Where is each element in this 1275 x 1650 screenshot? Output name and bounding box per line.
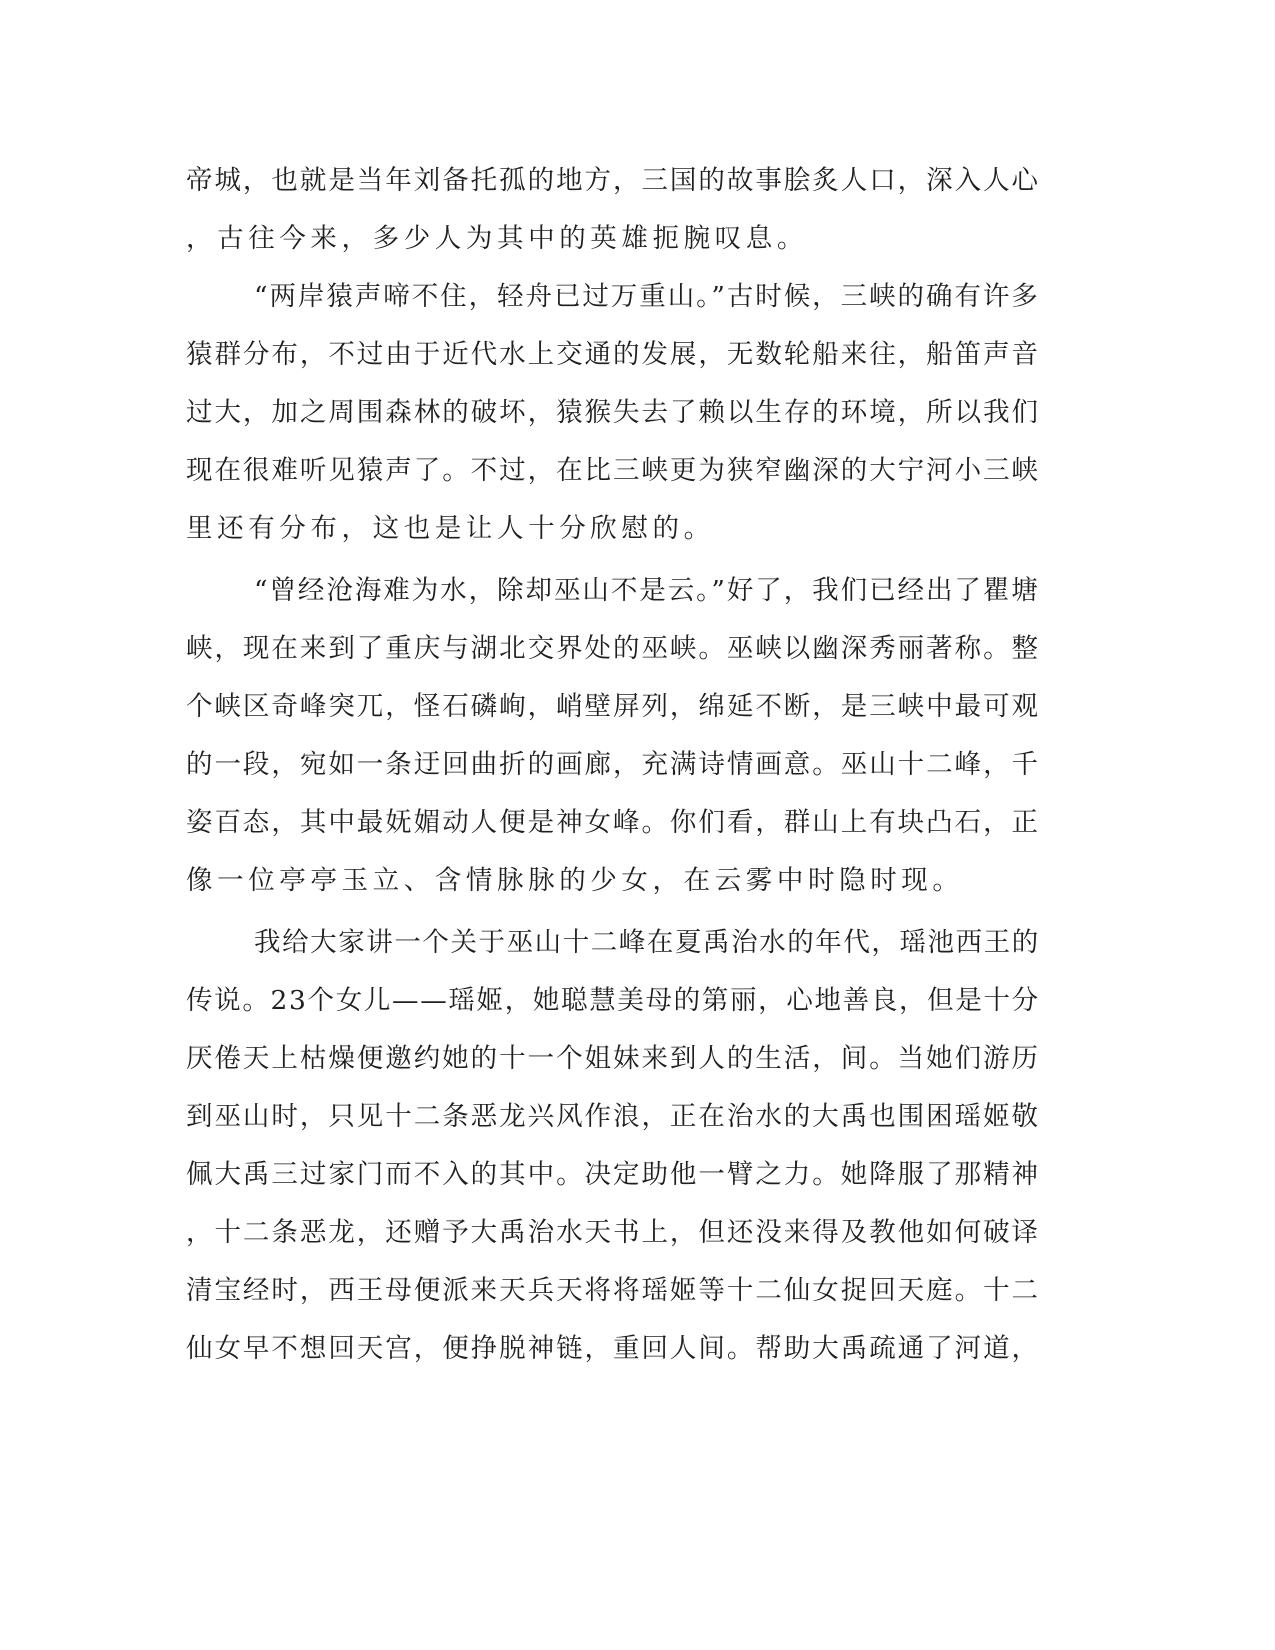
text-line-3: “两岸猿声啼不住，轻舟已过万重山。”古时候，三峡的确有许多 xyxy=(254,281,1040,312)
text-line-10: 个峡区奇峰突兀，怪石磷峋，峭壁屏列，绵延不断，是三峡中最可观 xyxy=(186,691,1040,722)
text-line-1: 帝城，也就是当年刘备托孤的地方，三国的故事脍炙人口，深入人心 xyxy=(186,165,1040,196)
text-line-18: 佩大禹三过家门而不入的其中。决定助他一臂之力。她降服了那精神 xyxy=(186,1159,1040,1190)
text-line-21: 仙女早不想回天宫，便挣脱神链，重回人间。帮助大禹疏通了河道， xyxy=(186,1333,1040,1364)
text-line-5: 过大，加之周围森林的破坏，猿猴失去了赖以生存的环境，所以我们 xyxy=(186,397,1040,428)
text-line-9: 峡，现在来到了重庆与湖北交界处的巫峡。巫峡以幽深秀丽著称。整 xyxy=(186,633,1040,664)
text-line-15: 传说。23个女儿——瑶姬，她聪慧美母的第丽，心地善良，但是十分 xyxy=(186,985,1040,1016)
text-line-12: 姿百态，其中最妩媚动人便是神女峰。你们看，群山上有块凸石，正 xyxy=(186,807,1040,838)
text-line-11: 的一段，宛如一条迂回曲折的画廊，充满诗情画意。巫山十二峰，千 xyxy=(186,749,1040,780)
text-line-7: 里还有分布，这也是让人十分欣慰的。 xyxy=(186,513,715,544)
text-line-8: “曾经沧海难为水，除却巫山不是云。”好了，我们已经出了瞿塘 xyxy=(254,575,1040,606)
text-line-20: 清宝经时，西王母便派来天兵天将将瑶姬等十二仙女捉回天庭。十二 xyxy=(186,1275,1040,1306)
text-line-4: 猿群分布，不过由于近代水上交通的发展，无数轮船来往，船笛声音 xyxy=(186,339,1040,370)
text-line-13: 像一位亭亭玉立、含情脉脉的少女，在云雾中时隐时现。 xyxy=(186,865,964,896)
text-line-19: ，十二条恶龙，还赠予大禹治水天书上，但还没来得及教他如何破译 xyxy=(186,1217,1040,1248)
text-line-14: 我给大家讲一个关于巫山十二峰在夏禹治水的年代，瑶池西王的 xyxy=(254,927,1040,958)
text-line-2: ，古往今来，多少人为其中的英雄扼腕叹息。 xyxy=(186,223,808,254)
text-line-17: 到巫山时，只见十二条恶龙兴风作浪，正在治水的大禹也围困瑶姬敬 xyxy=(186,1101,1040,1132)
text-line-16: 厌倦天上枯燥便邀约她的十一个姐妹来到人的生活，间。当她们游历 xyxy=(186,1043,1040,1074)
text-line-6: 现在很难听见猿声了。不过，在比三峡更为狭窄幽深的大宁河小三峡 xyxy=(186,455,1040,486)
